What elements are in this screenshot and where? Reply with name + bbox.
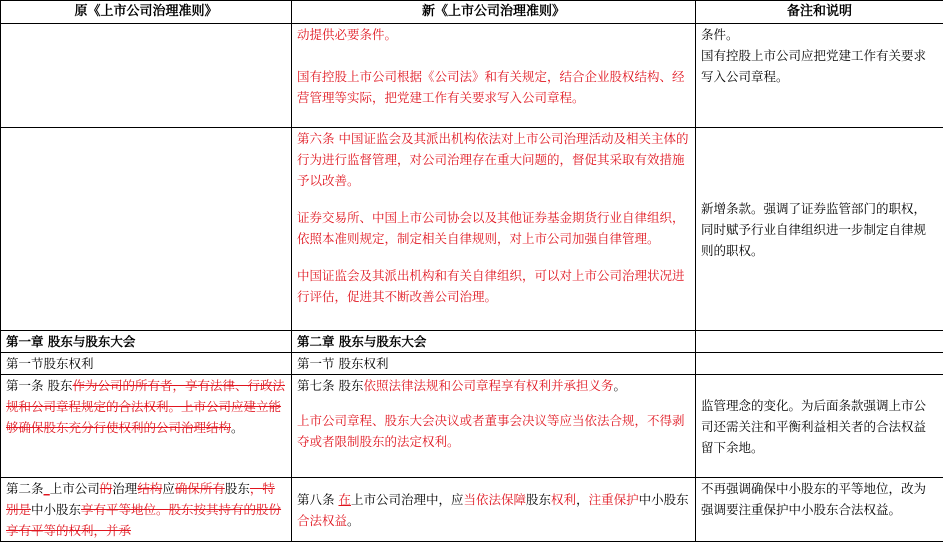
old-cell [1, 128, 292, 331]
new-text: 国有控股上市公司根据《公司法》和有关规定，结合企业股权结构、经营管理等实际，把党建工作有关要求写入公司章程。 [297, 69, 685, 105]
new-text: 证券交易所、中国上市公司协会以及其他证券基金期货行业自律组织，依照本准则规定，制定相关自律规则，对上市公司加强自律管理。 [297, 210, 685, 246]
section-row [1, 353, 943, 375]
note-cell [696, 128, 943, 331]
chapter-title-new: 第二章 股东与股东大会 [292, 331, 696, 353]
table-row [1, 478, 943, 542]
table-row [1, 375, 943, 478]
article-6-text: 第六条 中国证监会及其派出机构依法对上市公司治理活动及相关主体的行为进行监督管理，对公司治理存在重大问题的，督促其采取有效措施予以改善。 [297, 131, 689, 188]
header-new: 新《上市公司治理准则》 [292, 1, 696, 24]
note-cell [696, 375, 943, 478]
note-cell [696, 353, 943, 375]
article-8-text: 第八条 在上市公司治理中，应当依法保障股东权利，注重保护中小股东合法权益。 [297, 491, 689, 528]
header-row [1, 1, 943, 24]
section-title-old: 第一节股东权利 [1, 353, 292, 375]
note-cell [696, 478, 943, 542]
new-text: 中国证监会及其派出机构和有关自律组织，可以对上市公司治理状况进行评估，促进其不断改善公司治理。 [297, 268, 685, 304]
new-text: 上市公司章程、股东大会决议或者董事会决议等应当依法合规，不得剥夺或者限制股东的法定权利。 [297, 413, 685, 449]
note-text: 条件。 [701, 27, 739, 42]
new-cell [292, 24, 696, 128]
new-cell [292, 478, 696, 542]
article-1-text: 第一条 股东作为公司的所有者，享有法律、行政法规和公司章程规定的合法权利。上市公司应建立能够确保股东充分行使权利的公司治理结构。 [6, 378, 285, 435]
article-2-text: 第二条_上市公司的治理结构应确保所有股东，特别是中小股东享有平等地位。股东按其持有的股份享有平等的权利，并承 [6, 481, 282, 538]
table-row [1, 24, 943, 128]
chapter-row [1, 331, 943, 353]
old-cell [1, 24, 292, 128]
note-text: 国有控股上市公司应把党建工作有关要求写入公司章程。 [701, 48, 927, 84]
old-cell [1, 375, 292, 478]
new-cell [292, 375, 696, 478]
note-text: 监管理念的变化。为后面条款强调上市公司还需关注和平衡利益相关者的合法权益留下余地。 [701, 397, 927, 455]
note-cell [696, 24, 943, 128]
header-note: 备注和说明 [696, 1, 943, 24]
note-text: 新增条款。强调了证券监管部门的职权，同时赋予行业自律组织进一步制定自律规则的职权。 [701, 200, 927, 258]
note-text: 不再强调确保中小股东的平等地位，改为强调要注重保护中小股东合法权益。 [701, 481, 927, 517]
chapter-title-old: 第一章 股东与股东大会 [1, 331, 292, 353]
new-cell [292, 128, 696, 331]
article-7-text: 第七条 股东依照法律法规和公司章程享有权利并承担义务。 [297, 378, 627, 393]
new-text: 动提供必要条件。 [297, 27, 398, 42]
old-cell [1, 478, 292, 542]
section-title-new: 第一节 股东权利 [292, 353, 696, 375]
note-cell [696, 331, 943, 353]
table-row [1, 128, 943, 331]
header-old: 原《上市公司治理准则》 [1, 1, 292, 24]
